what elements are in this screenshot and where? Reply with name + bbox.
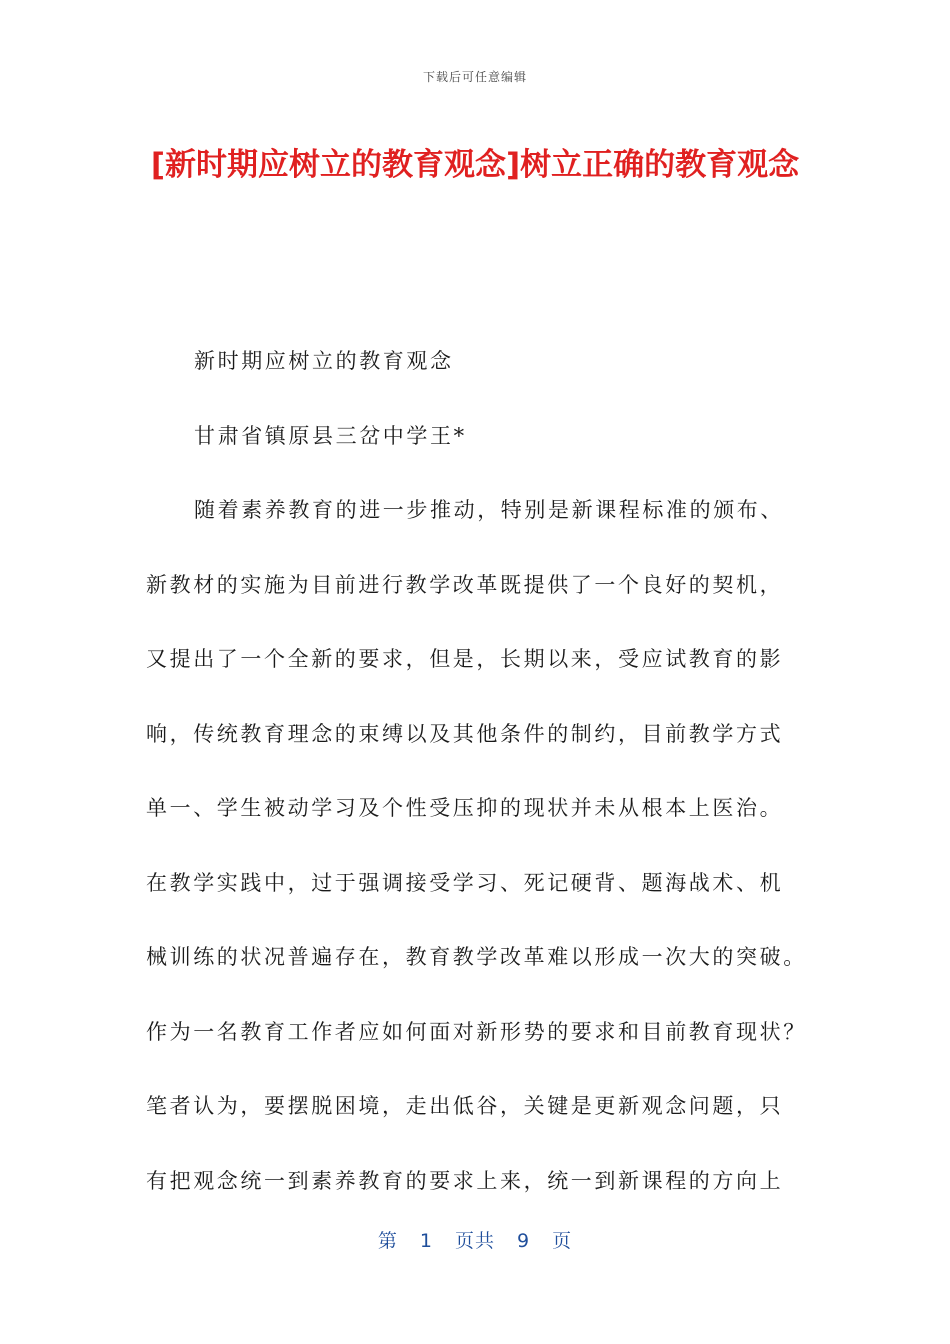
paragraph-line: 笔者认为，要摆脱困境，走出低谷，关键是更新观念问题，只	[146, 1094, 784, 1118]
subtitle: 新时期应树立的教育观念	[194, 349, 454, 373]
paragraph-line: 随着素养教育的进一步推动，特别是新课程标准的颁布、	[194, 498, 784, 522]
header-note: 下载后可任意编辑	[422, 70, 527, 84]
paragraph-line: 作为一名教育工作者应如何面对新形势的要求和目前教育现状？	[146, 1019, 807, 1044]
author-line: 甘肃省镇原县三岔中学王*	[194, 423, 467, 448]
paragraph-line: 响，传统教育理念的束缚以及其他条件的制约，目前教学方式	[146, 721, 784, 746]
footer-prefix: 第	[377, 1230, 398, 1252]
document-body	[146, 324, 806, 1218]
footer-suffix: 页	[552, 1230, 573, 1252]
paragraph-line: 在教学实践中，过于强调接受学习、死记硬背、题海战术、机	[146, 870, 784, 895]
paragraph-line: 单一、学生被动学习及个性受压抑的现状并未从根本上医治。	[146, 796, 784, 820]
paragraph-line: 新教材的实施为目前进行教学改革既提供了一个良好的契机，	[146, 572, 784, 597]
paragraph-line: 又提出了一个全新的要求，但是，长期以来，受应试教育的影	[146, 647, 784, 671]
current-page-number: 1	[419, 1230, 433, 1252]
document-title: [新时期应树立的教育观念]树立正确的教育观念	[150, 147, 800, 183]
paragraph-line: 械训练的状况普遍存在，教育教学改革难以形成一次大的突破。	[146, 945, 807, 969]
page-footer	[0, 1226, 950, 1253]
footer-middle: 页共	[454, 1230, 495, 1252]
paragraph-line: 有把观念统一到素养教育的要求上来，统一到新课程的方向上	[146, 1168, 784, 1193]
total-page-count: 9	[517, 1230, 531, 1252]
